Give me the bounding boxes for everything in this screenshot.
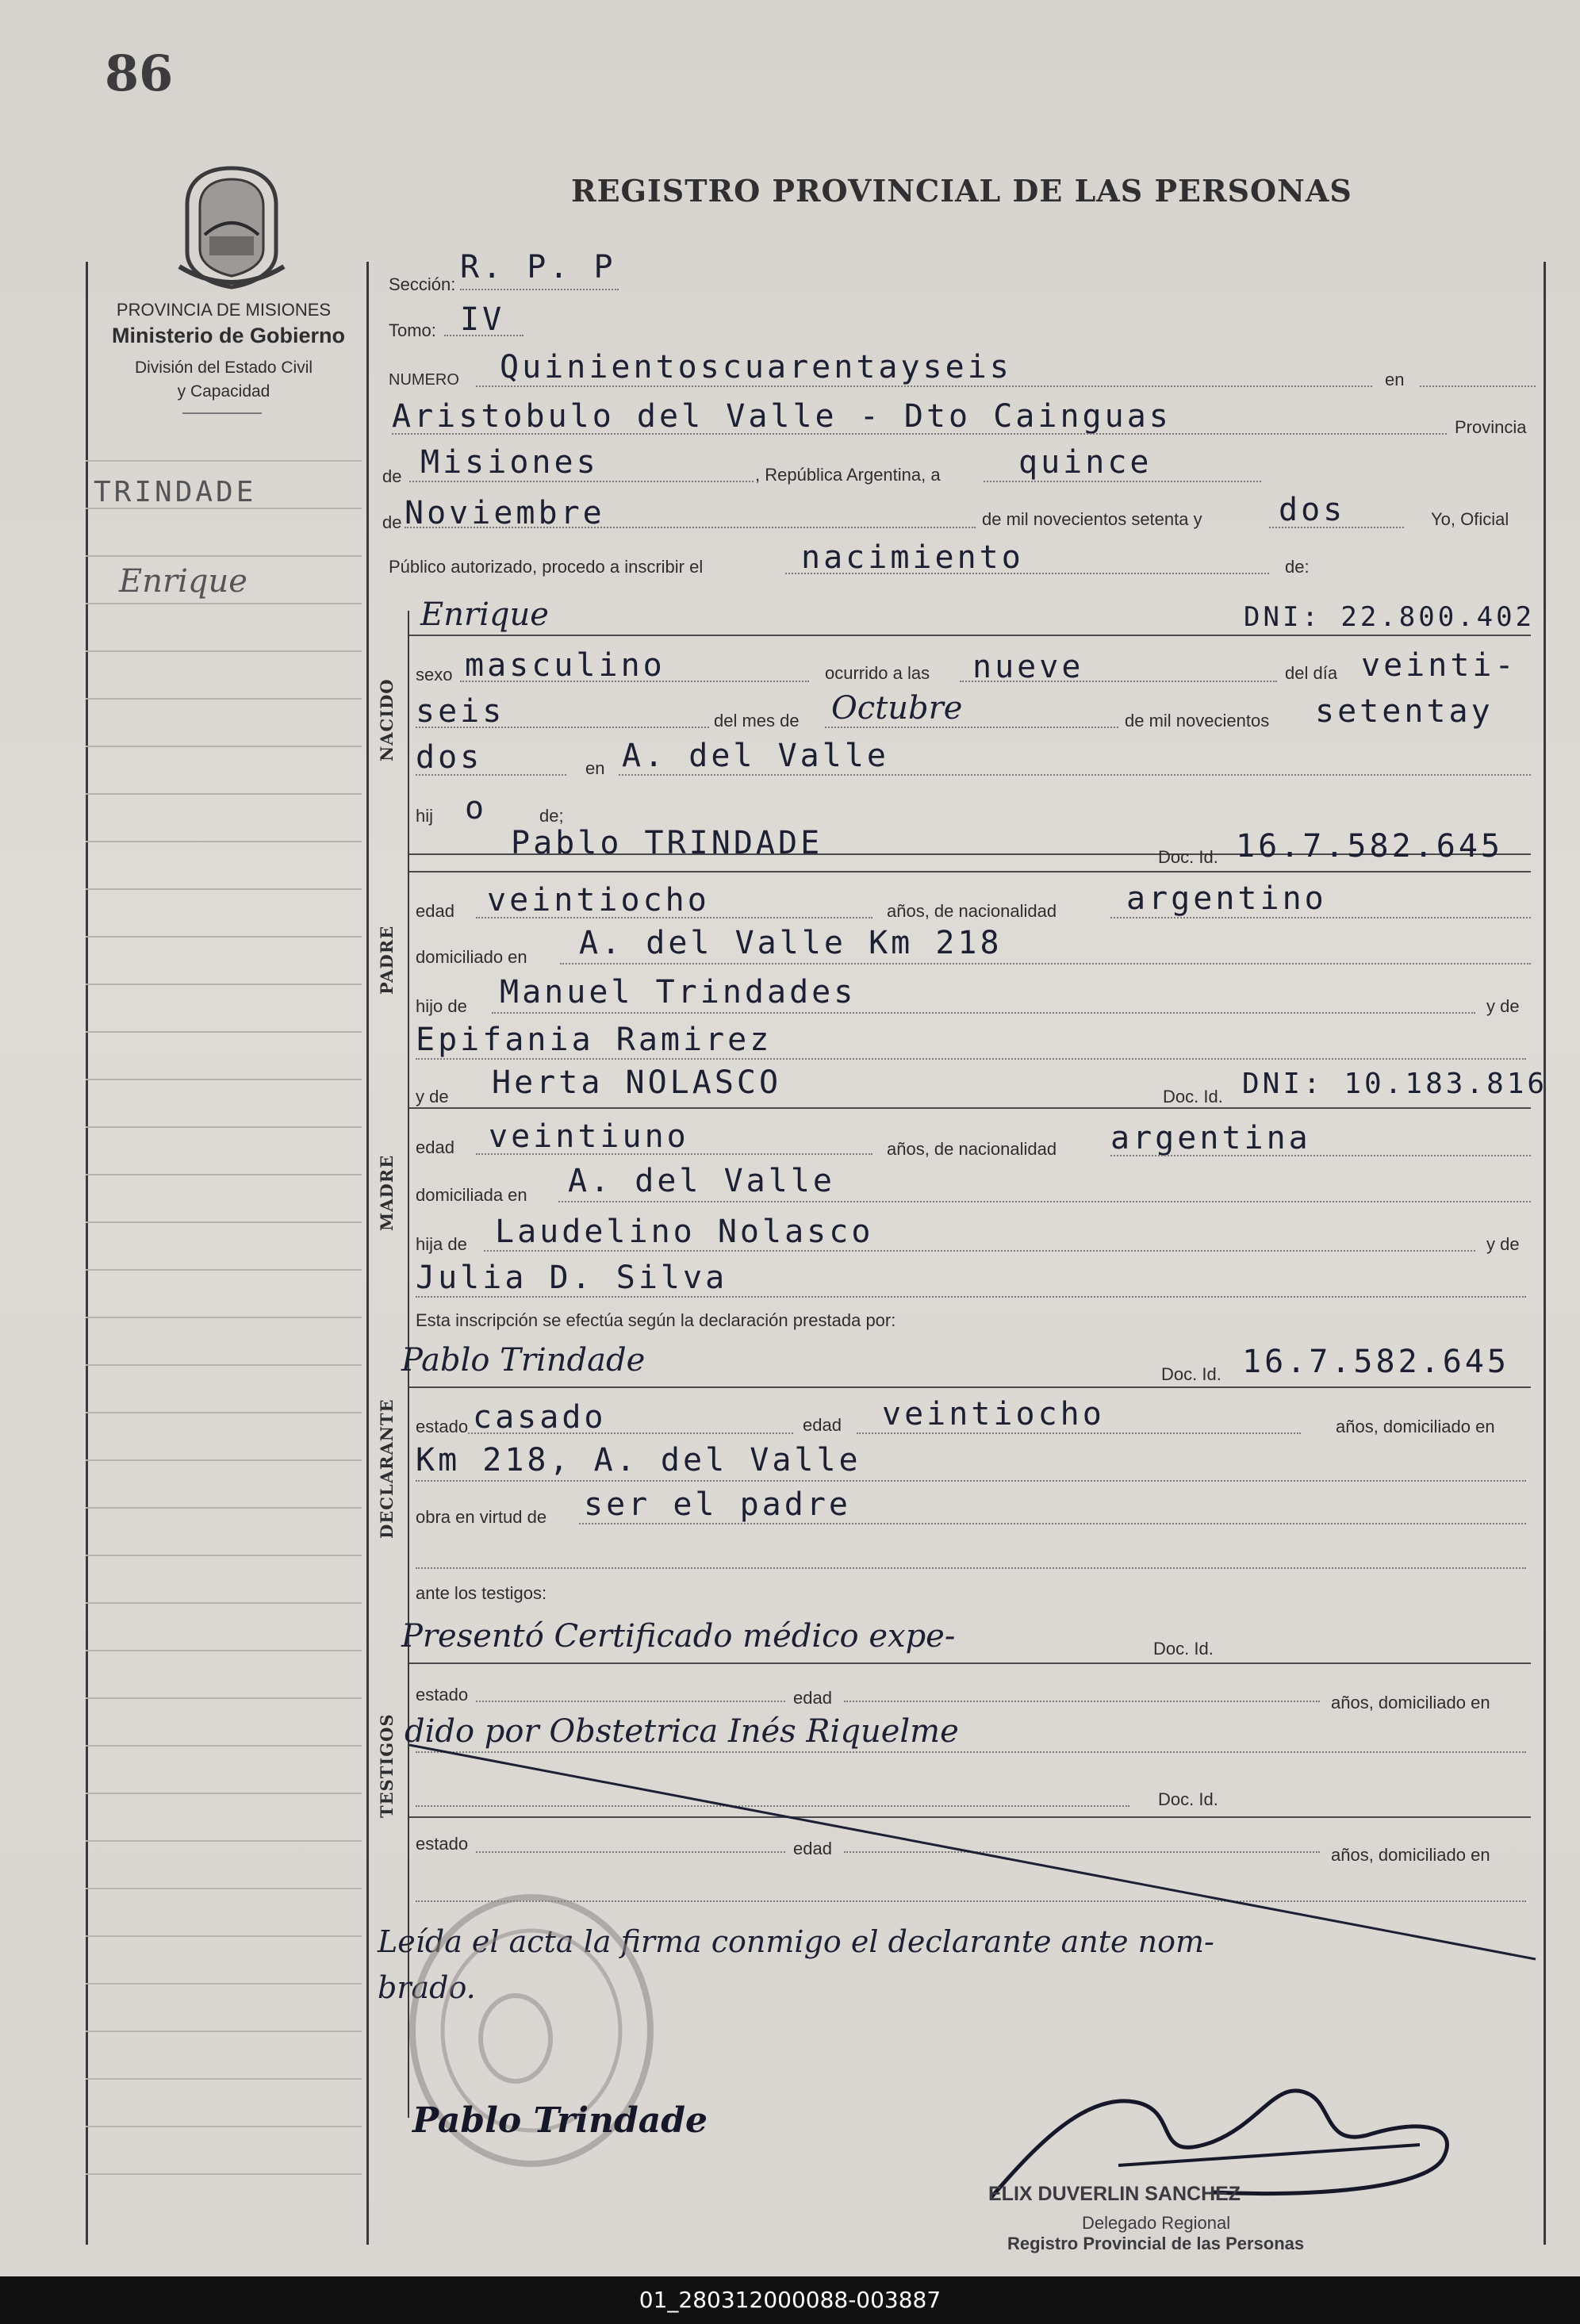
seccion-value: R. P. P bbox=[460, 249, 616, 286]
section-padre: PADRE bbox=[377, 925, 397, 995]
margin-surname: TRINDADE bbox=[94, 476, 257, 508]
decl-virtud-value: ser el padre bbox=[584, 1486, 851, 1523]
testigo-dom-label: años, domiciliado en bbox=[1331, 1693, 1490, 1712]
testigo-2-value: dido por Obstetrica Inés Riquelme bbox=[405, 1713, 959, 1750]
org-ministry: Ministerio de Gobierno bbox=[111, 324, 346, 347]
dni-value: DNI: 22.800.402 bbox=[1244, 601, 1536, 633]
coat-of-arms-icon bbox=[173, 163, 290, 292]
madre-edad-label: edad bbox=[416, 1137, 454, 1157]
firma-declarante: Pablo Trindade bbox=[412, 2100, 708, 2141]
sexo-label: sexo bbox=[416, 665, 453, 685]
de-mil-nov-label: de mil novecientos bbox=[1125, 711, 1270, 731]
en-label: en bbox=[1385, 370, 1405, 389]
provincia-value: Misiones bbox=[420, 444, 599, 481]
madre-yde2-label: y de bbox=[1486, 1234, 1520, 1254]
section-nacido: NACIDO bbox=[377, 678, 397, 761]
madre-nombre-value: Herta NOLASCO bbox=[492, 1064, 782, 1101]
image-id-footer: 01_280312000088-003887 bbox=[0, 2276, 1580, 2324]
del-dia-label: del día bbox=[1285, 663, 1338, 683]
org-capacity: y Capacidad bbox=[177, 382, 270, 401]
ocurrido-label: ocurrido a las bbox=[825, 663, 930, 683]
madre-madre-value: Julia D. Silva bbox=[416, 1260, 728, 1296]
testigo2-dom-label: años, domiciliado en bbox=[1331, 1845, 1490, 1865]
padre-doc-label: Doc. Id. bbox=[1158, 847, 1218, 867]
de-label: de bbox=[382, 466, 402, 486]
testigo2-edad-label: edad bbox=[793, 1839, 832, 1858]
provincia-label: Provincia bbox=[1455, 417, 1527, 437]
padre-nac-value: argentino bbox=[1126, 880, 1327, 917]
republica-label: , República Argentina, a bbox=[755, 465, 941, 485]
nota-2-value: brado. bbox=[378, 1970, 476, 2005]
madre-nac-label: años, de nacionalidad bbox=[887, 1139, 1057, 1159]
seccion-label: Sección: bbox=[389, 274, 456, 294]
sexo-value: masculino bbox=[465, 647, 665, 684]
hij-suffix: o bbox=[465, 790, 488, 826]
del-mes-label: del mes de bbox=[714, 711, 800, 731]
anio-value: dos bbox=[1279, 492, 1346, 528]
padre-doc-value: 16.7.582.645 bbox=[1236, 828, 1503, 865]
official-title-1: Delegado Regional bbox=[1082, 2213, 1231, 2233]
padre-dom-value: A. del Valle Km 218 bbox=[579, 925, 1003, 961]
de-semi-label: de; bbox=[539, 806, 564, 826]
decl-dom-value: Km 218, A. del Valle bbox=[416, 1442, 861, 1478]
decl-nombre-value: Pablo Trindade bbox=[401, 1342, 646, 1379]
lugar-value: Aristobulo del Valle - Dto Cainguas bbox=[392, 398, 1172, 435]
padre-yde-label: y de bbox=[1486, 996, 1520, 1016]
madre-padre-value: Laudelino Nolasco bbox=[495, 1214, 874, 1250]
ante-label: ante los testigos: bbox=[416, 1583, 547, 1603]
madre-dom-value: A. del Valle bbox=[568, 1163, 835, 1199]
padre-madre-value: Epifania Ramirez bbox=[416, 1022, 773, 1058]
dia-nac-2-value: seis bbox=[416, 693, 505, 730]
madre-hija-label: hija de bbox=[416, 1234, 467, 1254]
decl-doc-label: Doc. Id. bbox=[1161, 1364, 1221, 1384]
section-testigos: TESTIGOS bbox=[377, 1713, 397, 1818]
testigo-1-value: Presentó Certificado médico expe- bbox=[401, 1618, 956, 1655]
de-mes-label: de bbox=[382, 512, 402, 532]
padre-dom-label: domiciliado en bbox=[416, 947, 527, 967]
margin-name: Enrique bbox=[119, 563, 247, 600]
yo-oficial-label: Yo, Oficial bbox=[1431, 509, 1509, 529]
left-border bbox=[86, 262, 88, 2245]
acto-value: nacimiento bbox=[801, 539, 1024, 576]
de-colon-label: de: bbox=[1285, 557, 1310, 577]
mes-value: Noviembre bbox=[405, 495, 605, 531]
obra-label: obra en virtud de bbox=[416, 1507, 547, 1527]
tomo-label: Tomo: bbox=[389, 320, 436, 340]
padre-nombre-value: Pablo TRINDADE bbox=[511, 825, 823, 861]
mes-nac-value: Octubre bbox=[831, 690, 963, 727]
section-declarante: DECLARANTE bbox=[377, 1398, 397, 1539]
en-nac-label: en bbox=[585, 758, 605, 778]
decl-estado-value: casado bbox=[473, 1399, 607, 1436]
decl-estado-label: estado bbox=[416, 1417, 469, 1436]
middle-border bbox=[366, 262, 369, 2245]
testigo2-estado-label: estado bbox=[416, 1834, 469, 1854]
dia-nac-1-value: veinti- bbox=[1361, 647, 1517, 684]
testigo-estado-label: estado bbox=[416, 1685, 469, 1705]
anio-nac-1-value: setentay bbox=[1315, 693, 1494, 730]
numero-label: NUMERO bbox=[389, 371, 459, 389]
org-division: División del Estado Civil bbox=[134, 359, 313, 377]
madre-edad-value: veintiuno bbox=[489, 1118, 689, 1155]
dia-value: quince bbox=[1018, 444, 1152, 481]
madre-doc-value: DNI: 10.183.816 bbox=[1242, 1068, 1548, 1100]
page-number: 86 bbox=[105, 44, 174, 102]
publico-label: Público autorizado, procedo a inscribir el bbox=[389, 557, 704, 577]
madre-doc-label: Doc. Id. bbox=[1163, 1087, 1223, 1106]
org-province: PROVINCIA DE MISIONES bbox=[116, 300, 332, 320]
section-madre: MADRE bbox=[377, 1154, 397, 1231]
inscripcion-label: Esta inscripción se efectúa según la declaración prestada por: bbox=[416, 1310, 896, 1330]
madre-nac-value: argentina bbox=[1110, 1120, 1311, 1156]
nombre-value: Enrique bbox=[420, 596, 549, 633]
testigo2-doc-label: Doc. Id. bbox=[1158, 1789, 1218, 1809]
org-divider bbox=[182, 412, 262, 414]
anio-nac-2-value: dos bbox=[416, 739, 483, 776]
decl-edad-value: veintiocho bbox=[882, 1396, 1105, 1432]
numero-value: Quinientoscuarentayseis bbox=[500, 349, 1012, 385]
padre-padre-value: Manuel Trindades bbox=[500, 974, 857, 1011]
registry-title: REGISTRO PROVINCIAL DE LAS PERSONAS bbox=[571, 173, 1352, 209]
decl-edad-label: edad bbox=[803, 1415, 842, 1435]
decl-doc-value: 16.7.582.645 bbox=[1242, 1344, 1509, 1380]
right-border bbox=[1544, 262, 1546, 2245]
padre-hijo-label: hijo de bbox=[416, 996, 467, 1016]
testigo-doc-label: Doc. Id. bbox=[1153, 1639, 1214, 1659]
madre-yde-label: y de bbox=[416, 1087, 449, 1106]
nota-1-value: Leída el acta la firma conmigo el declarante ante nom- bbox=[378, 1924, 1214, 1959]
official-title-2: Registro Provincial de las Personas bbox=[1007, 2234, 1305, 2253]
testigo-edad-label: edad bbox=[793, 1688, 832, 1708]
padre-nac-label: años, de nacionalidad bbox=[887, 901, 1057, 921]
tomo-value: IV bbox=[460, 301, 505, 338]
decl-dom-label: años, domiciliado en bbox=[1336, 1417, 1495, 1436]
official-name: ELIX DUVERLIN SANCHEZ bbox=[988, 2183, 1241, 2205]
hij-label: hij bbox=[416, 806, 434, 826]
padre-edad-label: edad bbox=[416, 901, 454, 921]
de-mil-label: de mil novecientos setenta y bbox=[982, 509, 1202, 529]
madre-dom-label: domiciliada en bbox=[416, 1185, 527, 1205]
hora-value: nueve bbox=[972, 649, 1084, 685]
padre-edad-value: veintiocho bbox=[487, 882, 710, 918]
lugar-nac-value: A. del Valle bbox=[622, 738, 889, 774]
